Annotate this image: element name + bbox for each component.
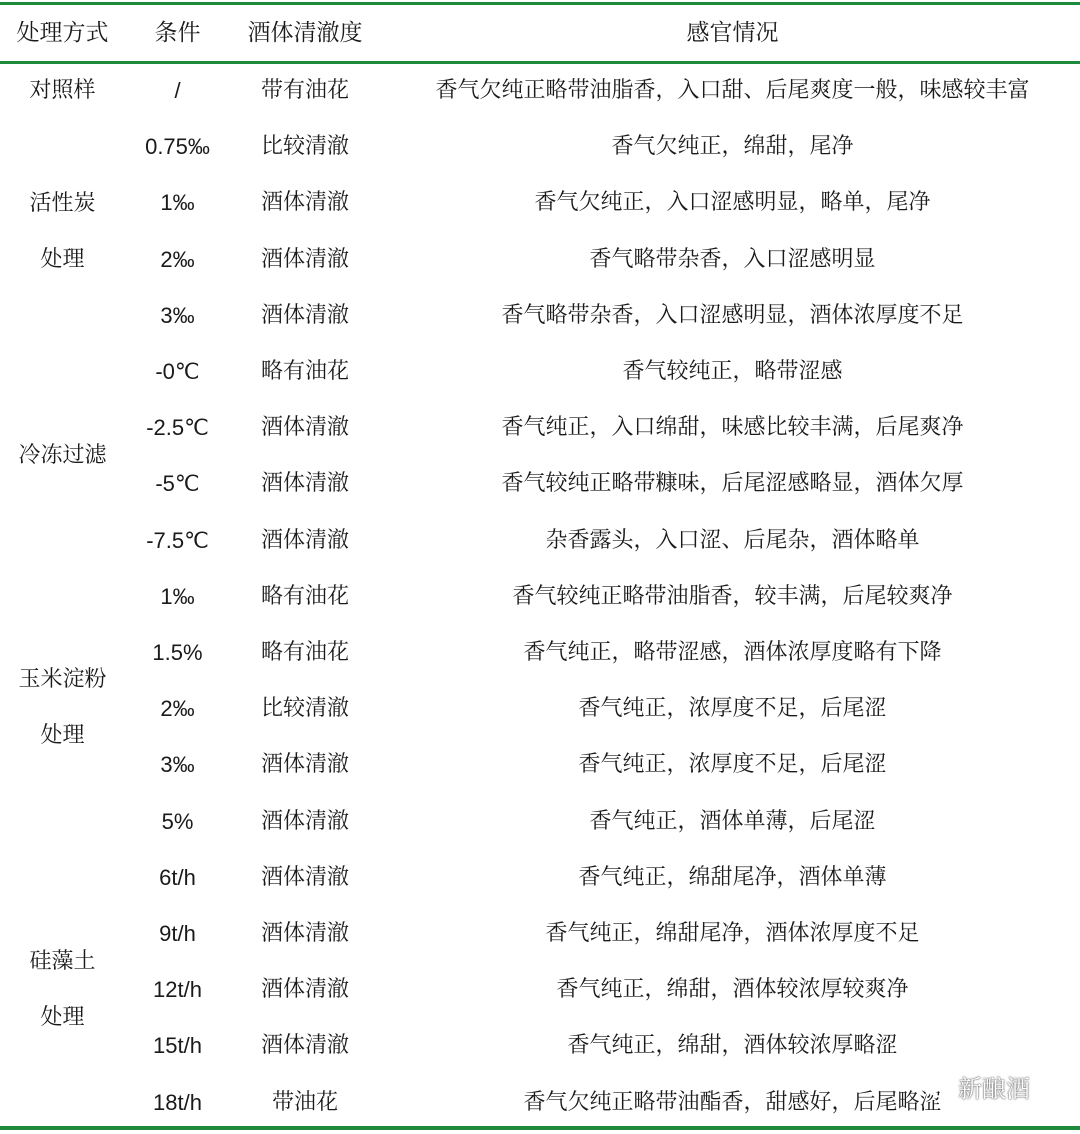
row-sensory: 香气较纯正，略带涩感 (622, 359, 843, 384)
table-row (0, 737, 1080, 793)
row-clarity: 酒体清澈 (260, 752, 349, 778)
row-condition: -7.5℃ (146, 527, 209, 553)
table-row (0, 456, 1080, 512)
row-sensory: 香气纯正，绵甜，酒体较浓厚略涩 (567, 1033, 898, 1059)
row-sensory: 香气欠纯正略带油脂香，入口甜、后尾爽度一般，味感较丰富 (435, 78, 1030, 103)
row-condition: / (174, 78, 181, 103)
row-condition: 3‰ (160, 752, 195, 778)
group-label-control: 对照样 (29, 78, 96, 103)
table-row (0, 288, 1080, 344)
header-condition: 条件 (154, 20, 201, 46)
row-clarity: 略有油花 (260, 583, 349, 609)
group-label-carbon-line2: 处理 (40, 247, 85, 272)
table-header (0, 5, 1080, 61)
row-sensory: 香气纯正，入口绵甜，味感比较丰满，后尾爽净 (501, 415, 964, 441)
row-condition: 3‰ (160, 302, 195, 328)
table-row (0, 962, 1080, 1018)
row-condition: 2‰ (160, 246, 195, 272)
row-clarity: 酒体清澈 (260, 246, 349, 272)
row-sensory: 香气纯正，酒体单薄，后尾涩 (589, 808, 876, 834)
row-condition: 5% (161, 808, 194, 834)
row-clarity: 酒体清澈 (260, 415, 349, 441)
watermark (918, 1064, 1030, 1108)
table-row (0, 850, 1080, 906)
row-condition: 18t/h (153, 1089, 202, 1115)
row-sensory: 香气略带杂香，入口涩感明显，酒体浓厚度不足 (501, 302, 964, 328)
table-row (0, 681, 1080, 737)
row-sensory: 香气较纯正略带油脂香，较丰满，后尾较爽净 (512, 583, 953, 609)
group-label-freeze: 冷冻过滤 (18, 443, 107, 468)
row-clarity: 酒体清澈 (260, 302, 349, 328)
group-label-diatom-line2: 处理 (40, 1005, 85, 1030)
row-clarity: 比较清澈 (260, 134, 349, 160)
table-row (0, 625, 1080, 681)
table-row (0, 400, 1080, 456)
table-row (0, 119, 1080, 175)
row-condition: 12t/h (153, 977, 202, 1003)
row-sensory: 香气纯正，绵甜，酒体较浓厚较爽净 (556, 977, 909, 1003)
table-row (0, 344, 1080, 400)
row-clarity: 略有油花 (260, 359, 349, 384)
row-clarity: 酒体清澈 (260, 1033, 349, 1059)
header-clarity: 酒体清澈度 (247, 20, 363, 46)
table-row (0, 794, 1080, 850)
row-clarity: 略有油花 (260, 640, 349, 665)
row-sensory: 香气欠纯正略带油酯香，甜感好，后尾略涩 (523, 1089, 942, 1115)
table-row (0, 232, 1080, 288)
group-label-carbon-line1: 活性炭 (29, 191, 96, 216)
row-clarity: 酒体清澈 (260, 921, 349, 946)
row-sensory: 香气略带杂香，入口涩感明显 (589, 246, 876, 272)
header-sensory: 感官情况 (686, 20, 779, 46)
table-row (0, 906, 1080, 962)
row-condition: -2.5℃ (146, 415, 209, 441)
header-method: 处理方式 (16, 20, 109, 46)
row-sensory: 香气纯正，绵甜尾净，酒体单薄 (578, 864, 887, 890)
row-condition: 15t/h (153, 1033, 202, 1059)
table-bottom-rule (0, 1126, 1080, 1130)
group-label-starch-line1: 玉米淀粉 (18, 667, 107, 692)
table-row (0, 569, 1080, 625)
row-clarity: 酒体清澈 (260, 977, 349, 1003)
row-sensory: 杂香露头，入口涩、后尾杂，酒体略单 (545, 527, 920, 553)
row-clarity: 酒体清澈 (260, 864, 349, 890)
row-sensory: 香气纯正，绵甜尾净，酒体浓厚度不足 (545, 921, 920, 946)
row-clarity: 酒体清澈 (260, 471, 349, 497)
wechat-icon (918, 1072, 952, 1100)
row-clarity: 带油花 (271, 1089, 338, 1115)
row-condition: 2‰ (160, 696, 195, 722)
table-row (0, 513, 1080, 569)
row-sensory: 香气纯正，浓厚度不足，后尾涩 (578, 696, 887, 722)
watermark-text: 新酿酒 (958, 1074, 1030, 1103)
row-condition: 6t/h (159, 864, 196, 890)
row-condition: 1.5% (152, 640, 203, 665)
row-clarity: 酒体清澈 (260, 190, 349, 216)
row-clarity: 酒体清澈 (260, 808, 349, 834)
group-label-diatom-line1: 硅藻土 (29, 949, 96, 974)
row-condition: 1‰ (160, 190, 195, 216)
row-clarity: 酒体清澈 (260, 527, 349, 553)
row-condition: -5℃ (155, 471, 200, 497)
table-row (0, 175, 1080, 231)
row-sensory: 香气纯正，浓厚度不足，后尾涩 (578, 752, 887, 778)
row-condition: 9t/h (159, 921, 196, 946)
row-clarity: 比较清澈 (260, 696, 349, 722)
row-condition: 0.75‰ (145, 134, 210, 160)
group-label-starch-line2: 处理 (40, 723, 85, 748)
row-sensory: 香气纯正，略带涩感，酒体浓厚度略有下降 (523, 640, 942, 665)
row-clarity: 带有油花 (260, 78, 349, 103)
row-sensory: 香气较纯正略带糠味，后尾涩感略显，酒体欠厚 (501, 471, 964, 497)
row-condition: 1‰ (160, 583, 195, 609)
row-sensory: 香气欠纯正，入口涩感明显，略单，尾净 (534, 190, 931, 216)
row-condition: -0℃ (155, 359, 200, 384)
row-sensory: 香气欠纯正，绵甜，尾净 (611, 134, 854, 160)
table-row (0, 63, 1080, 119)
